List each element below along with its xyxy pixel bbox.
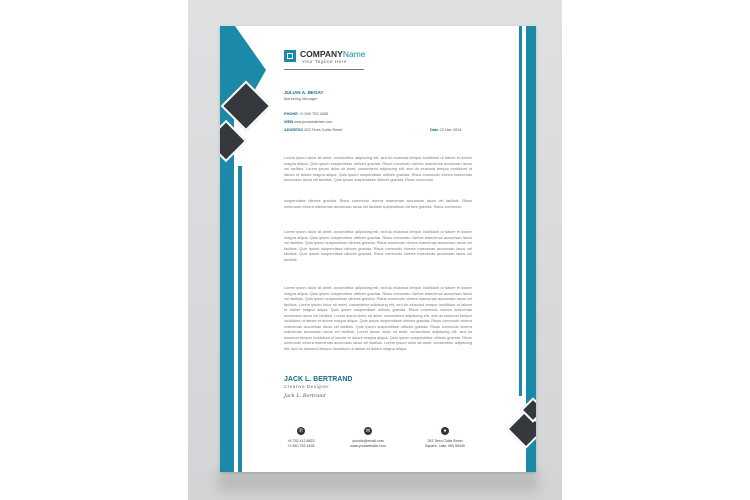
header-divider [284,69,364,70]
footer-address-1: 253 Terra Cotta Street [427,439,463,443]
left-thin-line [238,166,242,472]
body-paragraph-4: Lorem ipsum dolor sit amet, consectetur adipiscing elit, sed do eiusmod tempor incididunt ut labore et dolore magna aliqua. Quis ipsum suspendisse ultrices gravida. Risus commodo viverra maecenas accumsan lacus vel facilisis. Quis ipsum suspendisse ultrices gravida. Risus commodo viverra maecenas accumsan lacus vel facilisis. Lorem ipsum dolor sit amet, consectetur adipiscing elit, sed do eiusmod tempor incididunt ut labore et dolore magna aliqua. Quis ipsum suspendisse ultrices gravida. Risus commodo viverra maecenas accumsan lacus vel facilisis. Lorem ipsum dolor sit amet, consectetur adipiscing elit, sed do eiusmod tempor incididunt ut labore et dolore magna aliqua. Quis ipsum suspendisse ultrices gravida. Risus commodo viverra maecenas accumsan lacus vel facilisis. Quis ipsum suspendisse ultrices gravida. Risus commodo viverra maecenas accumsan lacus vel facilisis. Lorem ipsum dolor sit amet, consectetur adipiscing elit, sed do eiusmod tempor incididunt ut labore et dolore magna aliqua. Quis ipsum suspendisse ultrices gravida. Risus commodo viverra maecenas accumsan lacus vel facilisis. Lorem ipsum dolor sit amet, consectetur adipiscing elit, sed do eiusmod tempor incididunt ut labore et dolore magna aliqua. [284,285,472,352]
body-paragraph-3: Lorem ipsum dolor sit amet, consectetur adipiscing elit, sed do eiusmod tempor incididunt ut labore et dolore magna aliqua. Quis ipsum suspendisse ultrices gravida. Risus commodo viverra maecenas accumsan lacus vel facilisis. Quis ipsum suspendisse ultrices gravida. Risus commodo viverra maecenas accumsan lacus vel facilisis. Quis ipsum suspendisse ultrices gravida. Risus commodo viverra maecenas accumsan lacus vel facilisis. Quis ipsum suspendisse ultrices gravida. Risus commodo viverra maecenas accumsan lacus vel facilisis. [284,229,472,262]
address-label: ADDRESS [284,127,304,132]
footer-website: www.yourwebsite.com [350,444,386,448]
signatory-title: Creative Designer [284,384,330,389]
body-paragraph-1: Lorem ipsum dolor sit amet, consectetur adipiscing elit, sed do eiusmod tempor incididunt ut labore et dolore magna aliqua. Quis ipsum suspendisse ultrices gravida. Risus commodo viverra maecenas accumsan lacus vel facilisis. Lorem ipsum dolor sit amet, consectetur adipiscing elit, sed do eiusmod tempor incididunt ut labore et dolore magna aliqua. Quis ipsum suspendisse ultrices gravida. Risus commodo viverra maecenas accumsan lacus vel facilisis. Quis ipsum suspendisse ultrices gravida. Risus commodo [284,155,472,183]
date-detail [430,127,462,132]
address-detail [284,127,342,132]
footer-phone-1: +8 752 412 6823 [287,439,315,443]
recipient-title: Marketing Manager [284,96,318,101]
phone-value: +2 500 753 4455 [298,111,329,116]
email-icon: ✉ [365,428,371,434]
phone-icon: ✆ [298,428,304,434]
phone-label: PHONE [284,111,298,116]
recipient-name: JULIAN A. BEGAY [284,90,324,95]
address-value: 253 Terra Cotta Street [304,127,343,132]
company-tagline: Your Tagline Here [302,59,347,64]
company-name [300,49,366,59]
signatory-name: JACK L. BERTRAND [284,376,353,383]
letterhead-page [220,26,536,472]
company-logo-icon [284,50,296,62]
body-paragraph-2: suspendisse ultrices gravida. Risus commodo viverra maecenas accumsan lacus vel facilisis. Risus commodo viverra maecenas accumsan lacus vel facilisis suspendisse ultrices gravida. Risus commodo [284,198,472,209]
right-thin-line [519,26,522,396]
date-value: 22 Nov 2024 [439,127,462,132]
date-label: Date [430,127,439,132]
location-pin-icon: ● [441,427,449,435]
sheet-shadow [218,470,538,492]
footer-email: youinfo@email.com [352,439,384,443]
phone-detail [284,111,328,116]
signature: Jack L. Bertrand [284,393,326,399]
footer-address-2: Square, Lake, MN 55440 [425,444,465,448]
company-name-bold: COMPANY [300,49,343,59]
web-detail [284,119,332,124]
web-value: www.yourwebsitehere.com [294,120,333,124]
footer-phone-2: +2 540 753 4435 [287,444,315,448]
left-accent-bar [220,116,234,472]
web-label: WEB [284,119,294,124]
company-name-light: Name [342,49,366,59]
